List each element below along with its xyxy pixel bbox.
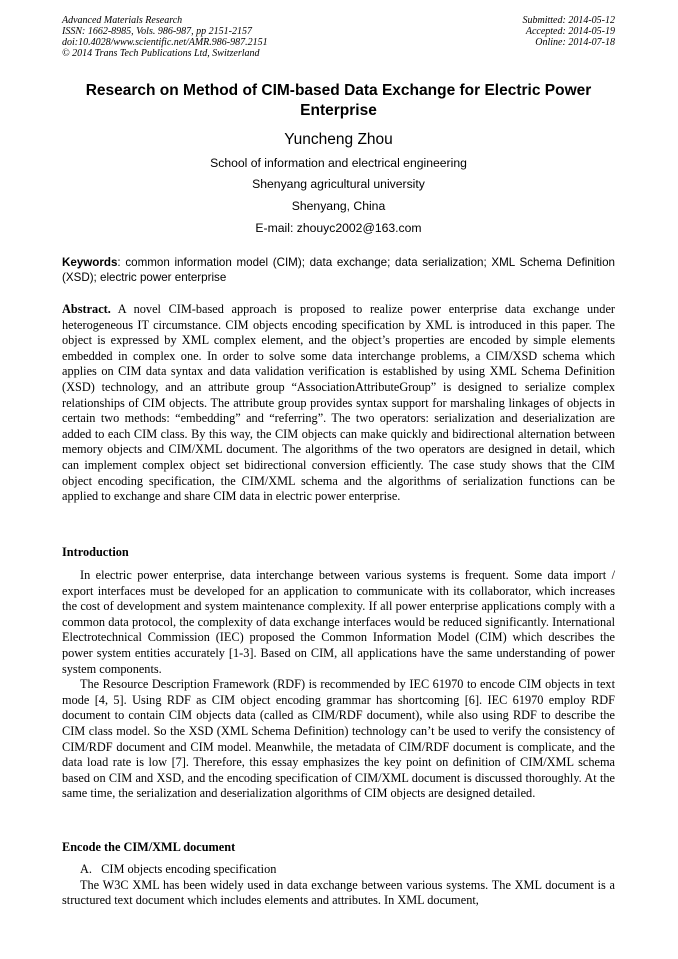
affiliation-city: Shenyang, China <box>291 199 386 213</box>
introduction-body <box>62 568 615 802</box>
journal-doi: doi:10.4028/www.scientific.net/AMR.986-987.2151 <box>62 37 268 48</box>
encode-subheading: A. CIM objects encoding specification <box>80 862 277 876</box>
encode-body <box>62 862 615 909</box>
abstract-text: A novel CIM-based approach is proposed to realize power enterprise data exchange under heterogeneous IT circumstance. CIM objects encoding specification by XML is introduced in this paper. The object is expressed by XML complex element, and the object’s properties are encoded by simple elements embedded in complex one. In order to solve some data interchange problems, a CIM/XSD schema which applies on CIM data syntax and data validation verification is established by using XML Schema Definition (XSD) technology, and an attribute group “AssociationAttributeGroup” is designed to serialize complex relationships of CIM objects. The attribute group provides syntax support for marshaling linkages of objects in certain two methods: “embedding” and “referring”. The two operators: serialization and deserialization are added to each CIM class. By this way, the CIM objects can make quickly and bidirectional alternation between memory objects and CIM/XML document. The algorithms of the two operators are designed in detail, which can implement complex object set bidirectional conversion efficiently. The case study shows that the CIM object encoding specification, the CIM/XML schema and the algorithms of serialization functions can be applied to exchange and share CIM data in electric power enterprise. <box>62 302 615 504</box>
keywords-label: Keywords <box>62 256 118 269</box>
abstract <box>62 302 615 505</box>
affiliation-university: Shenyang agricultural university <box>252 177 425 191</box>
date-submitted: Submitted: 2014-05-12 <box>522 15 615 26</box>
date-accepted: Accepted: 2014-05-19 <box>525 26 615 37</box>
keywords <box>62 255 615 285</box>
date-online: Online: 2014-07-18 <box>535 37 615 48</box>
journal-issn: ISSN: 1662-8985, Vols. 986-987, pp 2151-2157 <box>62 26 252 37</box>
abstract-label: Abstract. <box>62 302 111 316</box>
publication-dates <box>523 15 616 48</box>
introduction-heading: Introduction <box>62 545 129 559</box>
paper-title: Research on Method of CIM-based Data Exchange for Electric Power Enterprise <box>85 82 592 119</box>
journal-info <box>62 15 268 59</box>
introduction-paragraph-1: In electric power enterprise, data interchange between various systems is frequent. Some data import / export interfaces must be developed for an application to communicate with its collaborator, which increases the cost of development and system maintenance complexity. If all power enterprise applications comply with a common data protocol, the complexity of data exchange interfaces would be reduced significantly. International Electrotechnical Commission (IEC) proposed the Common Information Model (CIM) which describes the power system entities accurately [1-3]. Based on CIM, all applications have the same understanding of power system components. <box>62 568 615 676</box>
encode-heading: Encode the CIM/XML document <box>62 840 236 854</box>
journal-copyright: © 2014 Trans Tech Publications Ltd, Switzerland <box>62 48 260 59</box>
keywords-text: : common information model (CIM); data exchange; data serialization; XML Schema Definition (XSD); electric power enterprise <box>62 256 615 284</box>
journal-name: Advanced Materials Research <box>62 15 183 26</box>
author-name: Yuncheng Zhou <box>284 131 393 148</box>
introduction-paragraph-2: The Resource Description Framework (RDF) is recommended by IEC 61970 to encode CIM objects in text mode [4, 5]. Using RDF as CIM object encoding grammar has shortcoming [6]. IEC 61970 employ RDF document to contain CIM objects data (called as CIM/RDF document), while also using RDF to describe the CIM class model. So the XSD (XML Schema Definition) technology can’t be used to verify the consistency of CIM/RDF document and CIM model. Meanwhile, the metadata of CIM/RDF document is complicate, and the data load rate is low [7]. Therefore, this essay emphasizes the key point on definition of CIM/XML schema based on CIM and XSD, and the encoding specification of CIM/XML document is discussed thoroughly. At the same time, the serialization and deserialization algorithms of CIM objects are designed detailed. <box>62 677 615 801</box>
encode-paragraph-1: The W3C XML has been widely used in data exchange between various systems. The XML document is a structured text document which includes elements and attributes. In XML document, <box>62 877 615 908</box>
author-email: E-mail: zhouyc2002@163.com <box>255 221 422 235</box>
affiliation-school: School of information and electrical engineering <box>210 156 467 170</box>
